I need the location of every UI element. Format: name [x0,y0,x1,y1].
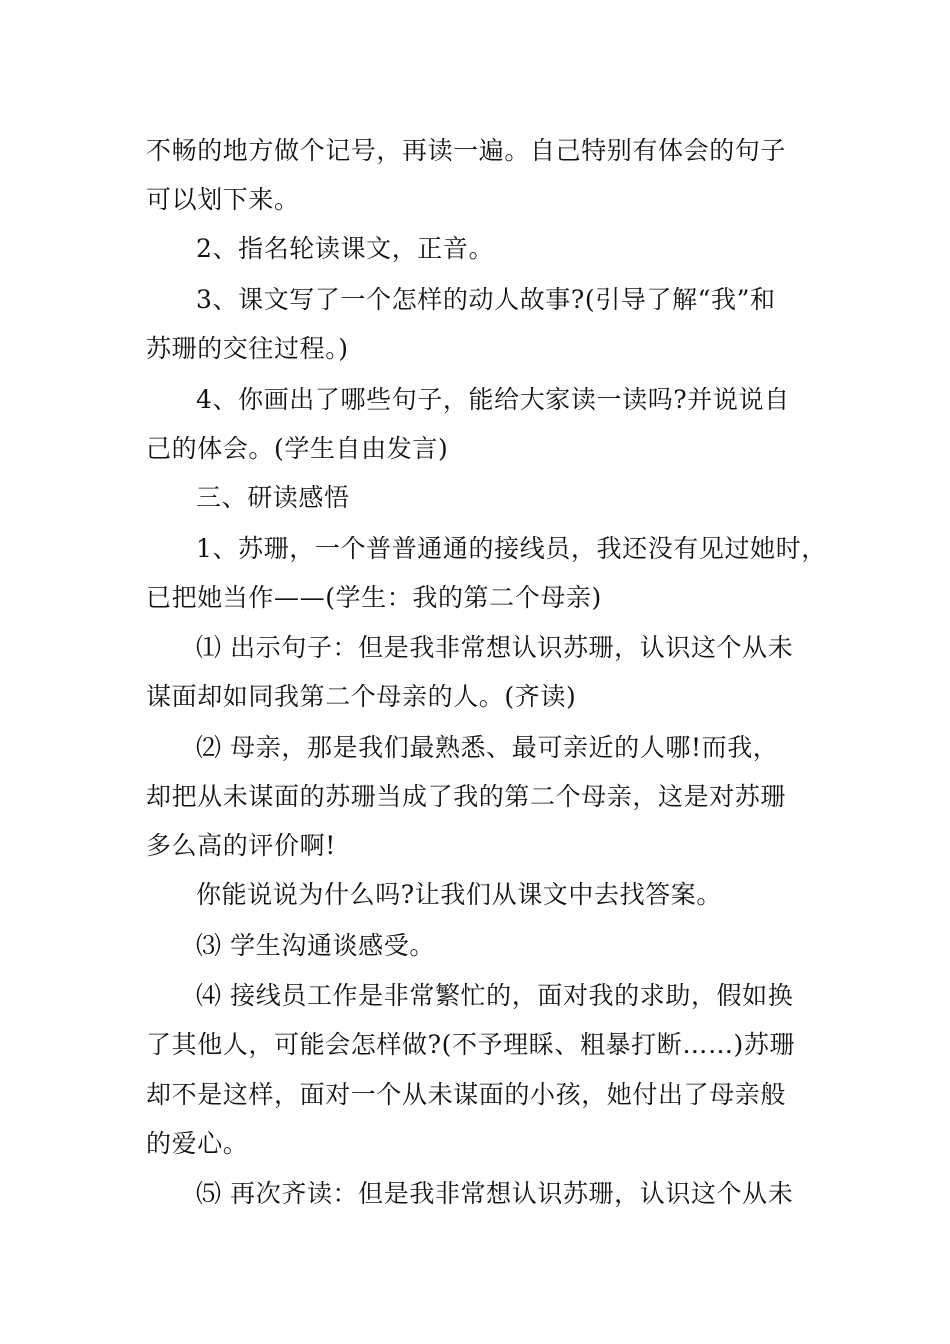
text-line: ⑷ 接线员工作是非常繁忙的，面对我的求助，假如换 [196,981,794,1010]
section-heading: 三、研读感悟 [196,483,350,512]
text-line: ⑴ 出示句子：但是我非常想认识苏珊，认识这个从未 [196,633,794,662]
text-line: 不畅的地方做个记号，再读一遍。自己特别有体会的句子 [146,136,787,165]
text-line: 却不是这样，面对一个从未谋面的小孩，她付出了母亲般 [146,1080,787,1109]
text-line: ⑵ 母亲，那是我们最熟悉、最可亲近的人哪!而我， [196,733,779,762]
text-line: 苏珊的交往过程。) [146,334,349,363]
text-line: 的爱心。 [146,1129,249,1158]
text-line: 却把从未谋面的苏珊当成了我的第二个母亲，这是对苏珊 [146,782,787,811]
text-line: 2、指名轮读课文，正音。 [196,234,495,263]
text-line: 已把她当作——(学生：我的第二个母亲) [146,583,602,612]
text-line: 了其他人，可能会怎样做?(不予理睬、粗暴打断……)苏珊 [146,1030,796,1059]
text-line: 3、课文写了一个怎样的动人故事?(引导了解“我”和 [196,285,776,314]
text-line: ⑶ 学生沟通谈感受。 [196,931,435,960]
text-line: 多么高的评价啊! [146,831,336,860]
text-line: 己的体会。(学生自由发言) [146,434,449,463]
text-line: 4、你画出了哪些句子，能给大家读一读吗?并说说自 [196,385,790,414]
text-line: 谋面却如同我第二个母亲的人。(齐读) [146,682,577,711]
text-line: 1、苏珊，一个普普通通的接线员，我还没有见过她时， [196,534,827,563]
text-line: 你能说说为什么吗?让我们从课文中去找答案。 [196,880,723,909]
text-line: 可以划下来。 [146,185,300,214]
text-line: ⑸ 再次齐读：但是我非常想认识苏珊，认识这个从未 [196,1179,794,1208]
